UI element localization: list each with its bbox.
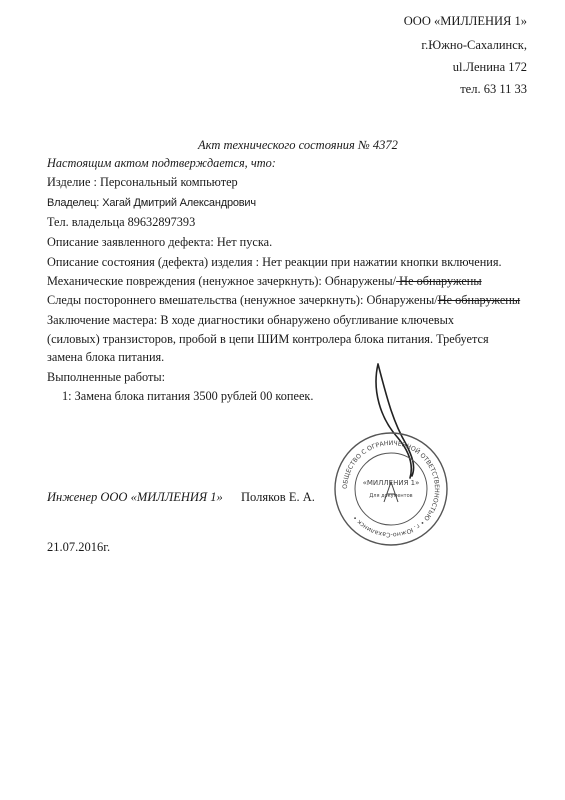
company-city: г.Южно-Сахалинск, (421, 38, 527, 52)
mechanical-damage-label: Механические повреждения (ненужное зачеркнуть): Обнаружены/ (47, 274, 397, 288)
master-conclusion: Заключение мастера: В ходе диагностики обнаружено обугливание ключевых (силовых) транзисторов, пробой в цепи ШИМ контролера блока питания. Требуется замена блока питания. (47, 313, 489, 364)
engineer-role: Инженер ООО «МИЛЛЕНИЯ 1» (47, 490, 223, 504)
condition-description: Описание состояния (дефекта) изделия : Нет реакции при нажатии кнопки включения. (47, 255, 502, 269)
mechanical-damage (47, 274, 482, 289)
act-title: Акт технического состояния № 4372 (198, 138, 398, 152)
act-intro: Настоящим актом подтверждается, что: (47, 156, 276, 170)
works-label: Выполненные работы: (47, 370, 166, 384)
stamp-center-name: «МИЛЛЕНИЯ 1» (362, 479, 420, 487)
act-item: Изделие : Персональный компьютер (47, 175, 238, 189)
company-name: ООО «МИЛЛЕНИЯ 1» (403, 14, 527, 28)
interference-label: Следы постороннего вмешательства (ненужное зачеркнуть): Обнаружены/ (47, 293, 438, 307)
company-stamp (332, 430, 450, 548)
engineer-name: Поляков Е. А. (241, 490, 315, 504)
work-item: 1: Замена блока питания 3500 рублей 00 копеек. (62, 389, 314, 403)
interference-struck: Не обнаружены (437, 293, 521, 307)
interference-traces (47, 293, 520, 308)
owner-name: Хагай Дмитрий Александрович (102, 197, 256, 209)
act-owner (47, 195, 256, 210)
owner-label: Владелец: (47, 197, 100, 209)
declared-defect: Описание заявленного дефекта: Нет пуска. (47, 235, 273, 249)
mechanical-damage-struck: Не обнаружены (396, 274, 482, 288)
stamp-center-sub: Для документов (369, 493, 413, 499)
stamp-ring-text: ОБЩЕСТВО С ОГРАНИЧЕННОЙ ОТВЕТСТВЕННОСТЬЮ • г. Южно-Сахалинск • (341, 439, 441, 539)
company-phone: тел. 63 11 33 (460, 82, 527, 96)
company-address: ul.Ленина 172 (452, 60, 527, 74)
owner-phone: Тел. владельца 89632897393 (47, 215, 196, 229)
act-date: 21.07.2016г. (47, 540, 111, 554)
